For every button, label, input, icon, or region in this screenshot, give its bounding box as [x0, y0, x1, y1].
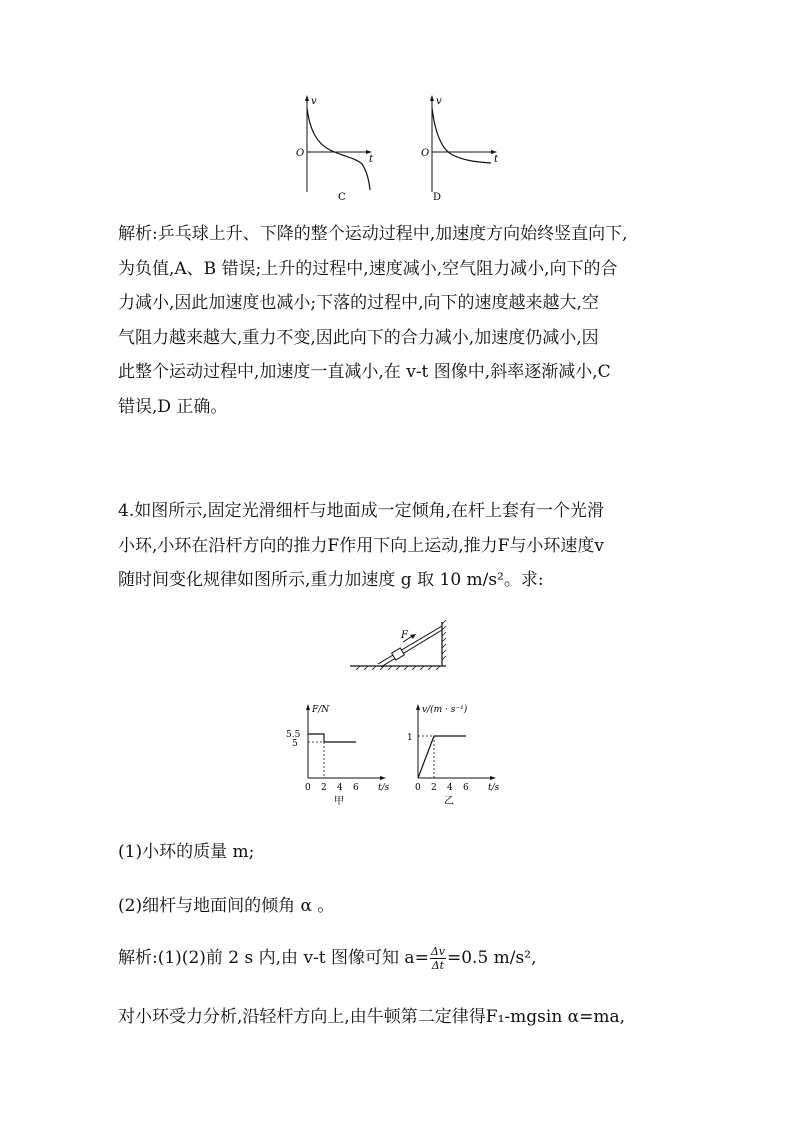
question-1 — [118, 835, 678, 870]
force-label: F — [401, 630, 408, 641]
text-line: 对小环受力分析,沿轻杆方向上,由牛顿第二定律得F₁-mgsin α=ma, — [118, 1007, 626, 1027]
problem-4-text — [118, 494, 678, 598]
x-axis-arrow — [490, 776, 496, 780]
y-axis-label: F/N — [312, 705, 330, 715]
text-line: 随时间变化规律如图所示,重力加速度 g 取 10 m/s²。求: — [118, 570, 544, 590]
x-tick-label: 0 — [415, 783, 421, 793]
solution-text: 解析:(1)(2)前 2 s 内,由 v-t 图像可知 a= — [118, 948, 429, 968]
wall-hatching — [442, 620, 446, 660]
text-line — [118, 941, 678, 976]
x-tick-label: 6 — [463, 783, 469, 793]
origin-label: O — [296, 148, 305, 159]
text-line: 4.如图所示,固定光滑细杆与地面成一定倾角,在杆上套有一个光滑 — [118, 501, 605, 521]
x-tick-label: 4 — [337, 783, 343, 793]
x-tick-label: 4 — [447, 783, 453, 793]
solution-line-1 — [118, 941, 678, 976]
v-axis-label: v — [311, 96, 317, 107]
text-line: (1)小环的质量 m; — [118, 842, 255, 862]
graph-caption: D — [433, 192, 442, 203]
yi-plot — [418, 736, 466, 778]
fraction — [430, 945, 446, 972]
incline-diagram — [346, 618, 452, 670]
graph-caption: 甲 — [334, 796, 344, 807]
t-axis-label: t — [494, 154, 499, 165]
fraction-numerator: Δv — [430, 945, 445, 958]
text-line: 为负值,A、B 错误;上升的过程中,速度减小,空气阻力减小,向下的合 — [118, 258, 618, 279]
solution-text: =0.5 m/s², — [447, 948, 537, 968]
x-tick-label: 2 — [431, 783, 437, 793]
x-tick-label: 6 — [353, 783, 359, 793]
x-tick-label: 2 — [321, 783, 327, 793]
solution-line-2 — [118, 1000, 678, 1035]
jia-plot — [308, 734, 356, 778]
graph-caption: C — [338, 192, 346, 203]
fraction-denominator: Δt — [431, 959, 445, 972]
curve-d — [432, 108, 491, 163]
question-2 — [118, 889, 678, 924]
data-line — [418, 736, 466, 778]
text-line: 气阻力越来越大,重力不变,因此向下的合力减小,加速度仍减小,因 — [118, 327, 599, 348]
x-tick-label: 0 — [305, 783, 311, 793]
graph-caption: 乙 — [444, 796, 454, 807]
explanation-paragraph — [118, 217, 678, 424]
y-tick-label: 5 — [292, 739, 298, 749]
v-axis-arrow — [305, 95, 309, 101]
vt-graph-c — [290, 92, 390, 204]
text-line: 解析:乒乓球上升、下降的整个运动过程中,加速度方向始终竖直向下, — [118, 224, 628, 244]
y-axis-label: v/(m · s⁻¹) — [422, 705, 468, 715]
t-axis-label: t — [369, 154, 374, 165]
v-axis-label: v — [436, 96, 442, 107]
text-line: 力减小,因此加速度也减小;下落的过程中,向下的速度越来越大,空 — [118, 293, 599, 313]
origin-label: O — [421, 148, 430, 159]
graph-yi — [392, 700, 512, 812]
text-line: (2)细杆与地面间的倾角 α 。 — [118, 896, 335, 916]
rod-upper — [378, 626, 442, 664]
x-axis-label: t/s — [378, 783, 390, 793]
text-line: 小环,小环在沿杆方向的推力F作用下向上运动,推力F与小环速度v — [118, 535, 605, 556]
text-line: 此整个运动过程中,加速度一直减小,在 v-t 图像中,斜率逐渐减小,C — [118, 362, 611, 382]
y-axis-arrow — [306, 704, 310, 710]
graph-jia — [282, 700, 390, 812]
v-axis-arrow — [430, 95, 434, 101]
y-tick-label: 1 — [407, 733, 413, 743]
text-line: 错误,D 正确。 — [118, 396, 228, 417]
vt-graph-d — [415, 92, 515, 204]
y-axis-arrow — [416, 704, 420, 710]
curve-c — [307, 108, 370, 190]
x-axis-arrow — [380, 776, 386, 780]
y-tick-label: 5.5 — [286, 730, 301, 740]
data-line — [308, 734, 356, 742]
x-axis-label: t/s — [488, 783, 500, 793]
